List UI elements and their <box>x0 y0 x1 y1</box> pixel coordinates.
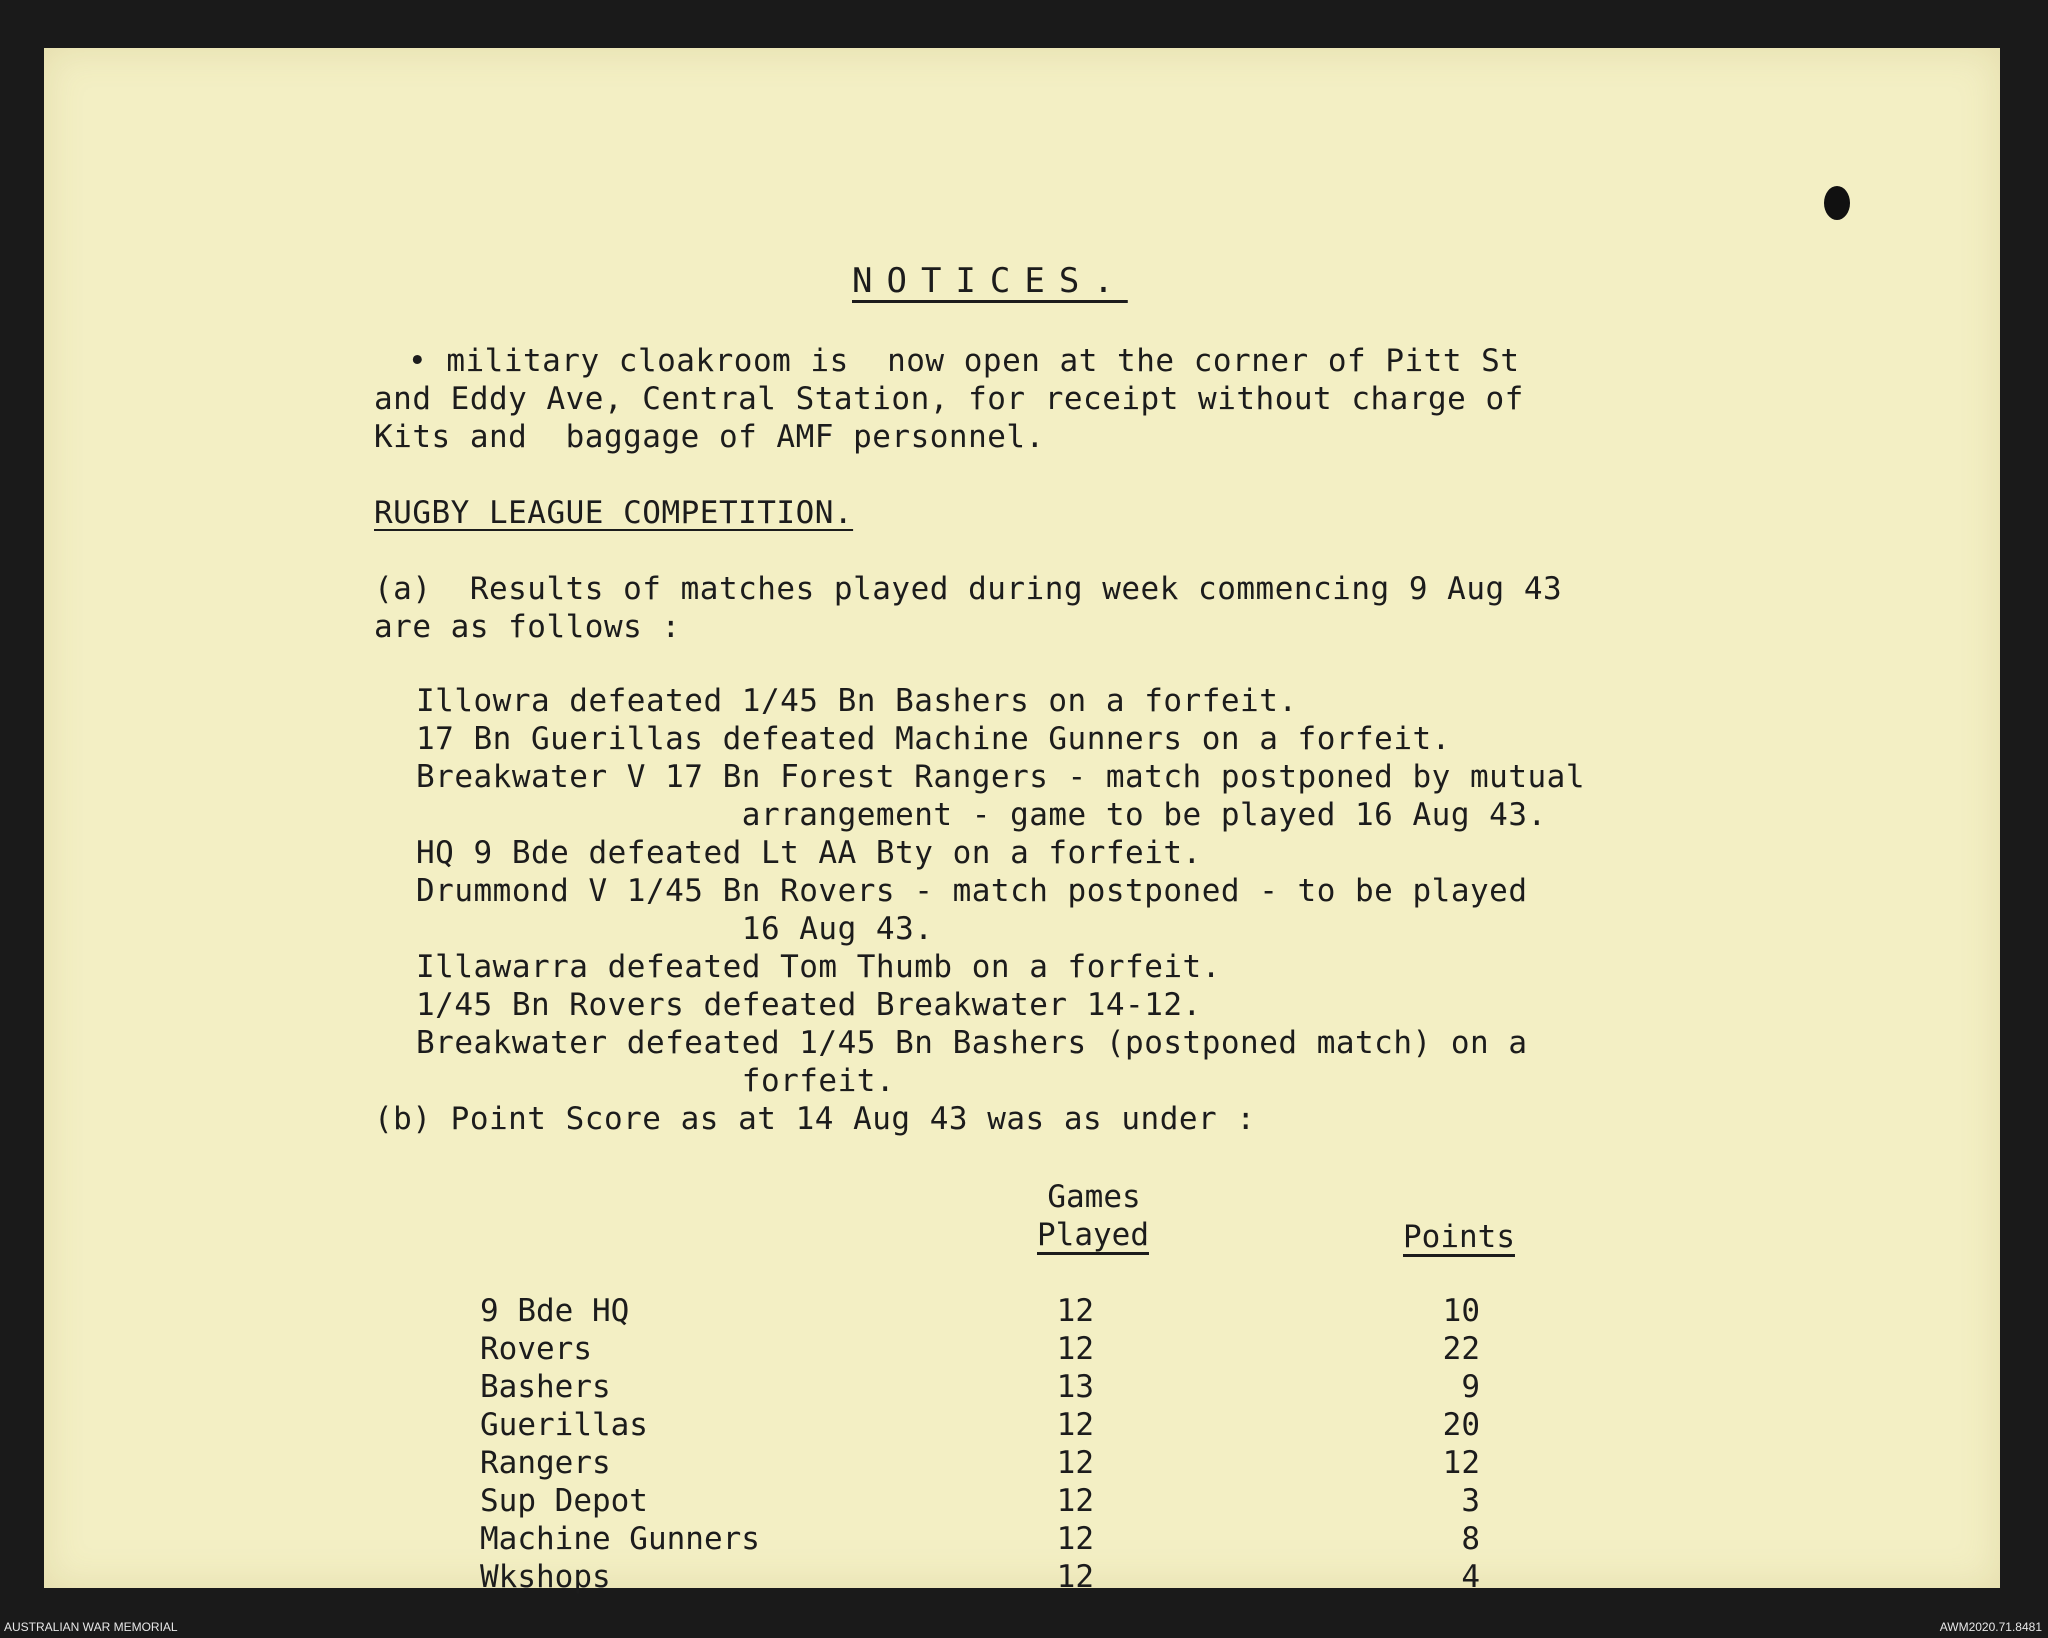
table-team-name: Rangers <box>480 1445 611 1481</box>
table-team-name: 9 Bde HQ <box>480 1293 630 1329</box>
table-games-played: 12 <box>1056 1445 1094 1481</box>
archive-credit: AUSTRALIAN WAR MEMORIAL <box>4 1620 178 1634</box>
table-games-played: 12 <box>1056 1483 1094 1519</box>
table-games-played: 12 <box>1056 1521 1094 1557</box>
played-column-header: Played <box>1037 1217 1149 1253</box>
table-team-name: Guerillas <box>480 1407 648 1443</box>
table-games-played: 12 <box>1056 1559 1094 1595</box>
punch-hole <box>1824 186 1850 220</box>
rugby-league-heading: RUGBY LEAGUE COMPETITION. <box>374 495 854 531</box>
table-points: 22 <box>1442 1331 1480 1367</box>
table-points: 8 <box>1461 1521 1480 1557</box>
table-team-name: Wkshops <box>480 1559 611 1595</box>
table-team-name: Bashers <box>480 1369 611 1405</box>
table-games-played: 13 <box>1056 1369 1094 1405</box>
table-games-played: 12 <box>1056 1293 1094 1329</box>
result-line: arrangement - game to be played 16 Aug 43. <box>416 797 1547 833</box>
table-points: 9 <box>1461 1369 1480 1405</box>
table-games-played: 12 <box>1056 1407 1094 1443</box>
result-line: 1/45 Bn Rovers defeated Breakwater 14-12. <box>416 987 1202 1023</box>
table-points: 4 <box>1461 1559 1480 1595</box>
result-line: Breakwater V 17 Bn Forest Rangers - match postponed by mutual <box>416 759 1585 795</box>
result-line: Drummond V 1/45 Bn Rovers - match postponed - to be played <box>416 873 1528 909</box>
result-line: Illawarra defeated Tom Thumb on a forfeit. <box>416 949 1221 985</box>
table-points: 3 <box>1461 1483 1480 1519</box>
result-line: forfeit. <box>416 1063 896 1099</box>
games-column-header-line-1: Games <box>1047 1179 1141 1215</box>
table-team-name: Sup Depot <box>480 1483 648 1519</box>
table-games-played: 12 <box>1056 1331 1094 1367</box>
result-line: Breakwater defeated 1/45 Bn Bashers (postponed match) on a <box>416 1025 1528 1061</box>
cloakroom-line-3: Kits and baggage of AMF personnel. <box>374 419 1045 455</box>
document-title: NOTICES. <box>852 261 1128 301</box>
cloakroom-line-2: and Eddy Ave, Central Station, for receipt without charge of <box>374 381 1524 417</box>
table-team-name: Rovers <box>480 1331 592 1367</box>
result-line: HQ 9 Bde defeated Lt AA Bty on a forfeit. <box>416 835 1202 871</box>
section-b-line: (b) Point Score as at 14 Aug 43 was as under : <box>374 1101 1256 1137</box>
result-line: 16 Aug 43. <box>416 911 934 947</box>
result-line: 17 Bn Guerillas defeated Machine Gunners on a forfeit. <box>416 721 1451 757</box>
archive-reference: AWM2020.71.8481 <box>1939 1620 2042 1634</box>
result-line: Illowra defeated 1/45 Bn Bashers on a forfeit. <box>416 683 1298 719</box>
table-points: 20 <box>1442 1407 1480 1443</box>
section-a-line-2: are as follows : <box>374 609 681 645</box>
table-points: 10 <box>1442 1293 1480 1329</box>
cloakroom-line-1: • military cloakroom is now open at the corner of Pitt St <box>408 343 1520 379</box>
table-points: 12 <box>1442 1445 1480 1481</box>
table-team-name: Machine Gunners <box>480 1521 760 1557</box>
points-column-header: Points <box>1403 1219 1515 1255</box>
section-a-line-1: (a) Results of matches played during week commencing 9 Aug 43 <box>374 571 1563 607</box>
